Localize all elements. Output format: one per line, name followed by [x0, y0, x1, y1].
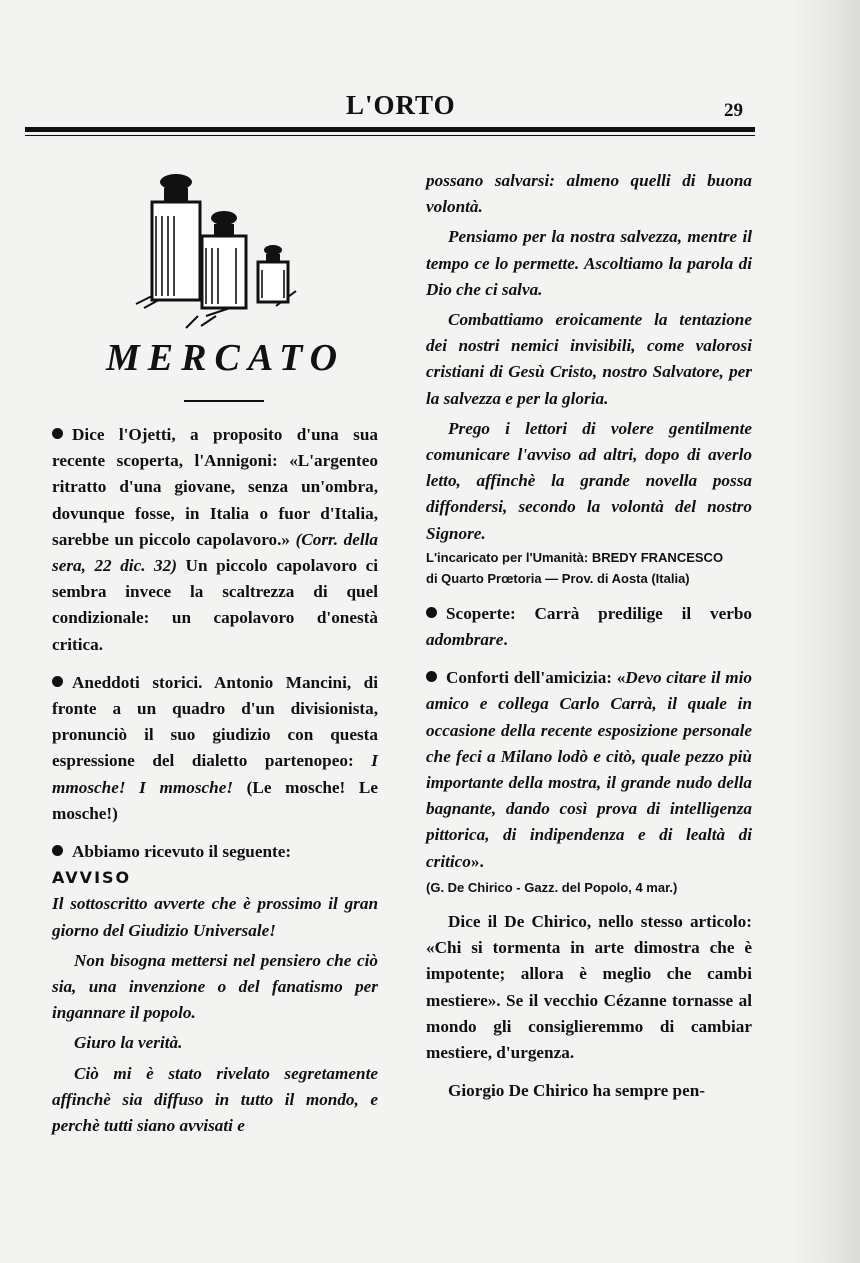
- avviso-text-2: Non bisogna mettersi nel pensiero che ciò sia, una invenzione o del fanatismo per ingannare il popolo.: [52, 950, 378, 1023]
- avviso-text-4: Ciò mi è stato rivelato segretamente affinchè sia diffuso in tutto il mondo, e perchè tutti siano avvisati e: [52, 1063, 378, 1136]
- left-column: [52, 422, 378, 1139]
- avviso-cont-2: Pensiamo per la nostra salvezza, mentre il tempo ce lo permette. Ascoltiamo la parola di Dio che ci salva.: [426, 227, 752, 299]
- bullet-icon: [52, 845, 63, 856]
- bullet-icon: [52, 428, 63, 439]
- paragraph-ojetti: Dice l'Ojetti, a proposito d'una sua recente scoperta, l'Annigoni: «L'argenteo ritratto d'una giovane, senza un'ombra, dovunque fosse, in Italia o fuor d'Italia, sarebbe un piccolo capolavoro.» (Corr. della sera, 22 dic. 32) Un piccolo capolavoro ci sembra invece la scaltrezza di quel condizionale: un capolavoro d'onestà critica.: [52, 425, 378, 654]
- page-number: 29: [724, 100, 743, 121]
- section-title: MERCATO: [106, 337, 346, 379]
- avviso-cont-4: Prego i lettori di volere gentilmente comunicare l'avviso ad altri, dopo di averlo letto, affinchè la grande novella possa diffondersi, secondo la volontà del nostro Signore.: [426, 418, 752, 543]
- weights-illustration: [126, 166, 306, 336]
- paragraph-de-chirico: Dice il De Chirico, nello stesso articolo: «Chi si tormenta in arte dimostra che è impotente; allora è meglio che cambi mestiere». Se il vecchio Cézanne tornasse al mondo gli consiglieremmo di cambiar mestiere, d'urgenza.: [426, 912, 752, 1063]
- avviso-cont-1: possano salvarsi: almeno quelli di buona volontà.: [426, 171, 752, 217]
- right-column: [426, 168, 752, 1105]
- bullet-icon: [426, 671, 437, 682]
- page-edge-shadow: [790, 0, 860, 1263]
- citation-de-chirico: (G. De Chirico - Gazz. del Popolo, 4 mar.): [426, 879, 678, 895]
- paragraph-aneddoti: Aneddoti storici. Antonio Mancini, di fronte a un quadro d'un divisionista, pronunciò il suo giudizio con questa espressione del dialetto partenopeo: I mmosche! I mmosche! (Le mosche! Le mosche!): [52, 672, 378, 823]
- paragraph-de-chirico-pensa: Giorgio De Chirico ha sempre pen-: [448, 1081, 705, 1101]
- avviso-text-3: Giuro la verità.: [74, 1033, 183, 1053]
- avviso-cont-3: Combattiamo eroicamente la tentazione dei nostri nemici invisibili, come valorosi cristiani di Gesù Cristo, nostro Salvatore, per la salvezza e per la gloria.: [426, 310, 752, 408]
- paragraph-ricevuto: Abbiamo ricevuto il seguente:: [52, 839, 378, 865]
- bullet-icon: [426, 607, 437, 618]
- page-header-title: L'ORTO: [346, 90, 456, 120]
- paragraph-conforti: Conforti dell'amicizia: «Devo citare il mio amico e collega Carlo Carrà, il quale in occasione della recente esposizione personale che feci a Milano lodò e citò, quale pezzo più importante della mostra, il grande nudo della bagnante, dando così prova di intelligenza pittorica, di indipendenza e di lealtà di critico».: [426, 668, 752, 871]
- bullet-icon: [52, 676, 63, 687]
- avviso-text-1: Il sottoscritto avverte che è prossimo il gran giorno del Giudizio Universale!: [52, 894, 378, 940]
- paragraph-scoperte: Scoperte: Carrà predilige il verbo adombrare.: [426, 603, 752, 650]
- avviso-signature: L'incaricato per l'Umanità: BREDY FRANCESCO di Quarto Prœtoria — Prov. di Aosta (Italia): [426, 549, 724, 586]
- avviso-heading: AVVISO: [52, 868, 132, 888]
- header-rule-thin: [25, 135, 755, 136]
- header-rule-thick: [25, 127, 755, 132]
- section-title-rule: [184, 400, 264, 402]
